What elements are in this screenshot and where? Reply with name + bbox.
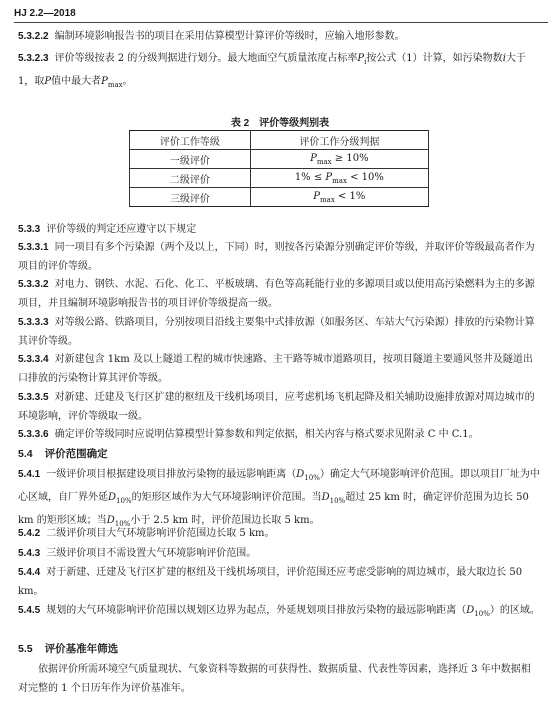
clause-5-4-5 [18, 601, 540, 624]
clause-5-3-3-2 [18, 275, 540, 313]
clause-text: 对等级公路、铁路项目，分别按项目沿线主要集中式排放源（如服务区、车站大气污染源）排放的污染物计算其评价等级。 [18, 317, 535, 347]
symbol-sub: 10% [474, 610, 490, 618]
clause-text: 小于 2.5 km 时，评价范围边长取 5 km。 [130, 515, 320, 526]
section-title: 评价范围确定 [44, 448, 108, 460]
clause-number: 5.3.2.2 [18, 31, 49, 42]
symbol-p: P [44, 76, 52, 87]
clause-number: 5.3.3.5 [18, 392, 49, 403]
symbol-sub: 10% [304, 474, 320, 482]
clause-text: 超过 25 km 时，确定评价范围为边长 50 km 的矩形区域；当 [18, 492, 529, 526]
table-header-cell: 评价工作分级判据 [250, 131, 428, 150]
clause-text: 的矩形区域作为大气环境影响评价范围。当 [131, 492, 322, 503]
table-cell-grade: 一级评价 [130, 150, 251, 169]
symbol-pmax: P [325, 171, 333, 183]
clause-text: 对于新建、迁建及飞行区扩建的枢纽及干线机场项目，评价范围还应考虑受影响的周边城市，最大取边长 50 km。 [18, 567, 523, 597]
symbol-sub: max [320, 195, 335, 204]
symbol-sub: 10% [329, 497, 346, 505]
clause-text: ）确定大气环境影响评价范围。即以项目厂址为中心区域，自厂界外延 [18, 469, 540, 503]
clause-text: 大于 1，取 [18, 53, 526, 87]
symbol-sub: 10% [114, 520, 131, 528]
section-number: 5.5 [18, 643, 33, 655]
clause-number: 5.4.2 [18, 528, 41, 539]
clause-text: 对新建包含 1km 及以上隧道工程的城市快速路、主干路等城市道路项目，按项目隧道主要通风竖井及隧道出口排放的污染物计算其评价等级。 [18, 354, 533, 384]
table-row [130, 150, 429, 169]
symbol-d: D [108, 492, 117, 503]
table-cell-criterion [250, 169, 428, 188]
table-cell-criterion [250, 188, 428, 207]
clause-5-3-3-5 [18, 388, 540, 426]
symbol-sub: max [316, 157, 332, 166]
clause-number: 5.3.3.3 [18, 317, 49, 328]
table-row [130, 188, 429, 207]
clause-5-4-4 [18, 563, 540, 601]
clause-5-4-3 [18, 544, 540, 563]
clause-text: 评价等级的判定还应遵守以下规定 [46, 224, 197, 235]
table-cell-criterion [250, 150, 428, 169]
clause-5-3-3-4 [18, 350, 540, 388]
document-header: HJ 2.2—2018 [14, 8, 76, 19]
symbol-p: P [357, 53, 365, 64]
section-5-5-heading [18, 640, 540, 659]
clause-number: 5.4.1 [18, 469, 41, 480]
symbol-pmax: P [313, 190, 321, 202]
clause-number: 5.3.3.4 [18, 354, 49, 365]
table-header-cell: 评价工作等级 [130, 131, 251, 150]
symbol-d: D [106, 515, 115, 526]
criterion-text: 1% ≤ [294, 171, 326, 183]
symbol-sub: i [364, 58, 367, 66]
clause-5-3-3-3 [18, 313, 540, 351]
symbol-d: D [321, 492, 330, 503]
section-number: 5.4 [18, 448, 33, 460]
section-5-4-heading [18, 445, 540, 464]
header-rule [14, 22, 548, 23]
clause-text: 对电力、钢铁、水泥、石化、化工、平板玻璃、有色等高耗能行业的多源项目或以使用高污染燃料为主的多源项目，并且编制环境影响报告书的项目评价等级提高一级。 [18, 279, 535, 309]
clause-text: 编制环境影响报告书的项目在采用估算模型计算评价等级时，应输入地形参数。 [54, 31, 405, 42]
clause-5-3-2-3 [18, 49, 540, 95]
table-header-row [130, 131, 429, 150]
section-title: 评价基准年筛选 [44, 643, 119, 655]
clause-5-3-3 [18, 220, 540, 239]
clause-number: 5.3.3.1 [18, 242, 49, 253]
symbol-d: D [296, 469, 305, 480]
clause-number: 5.4.4 [18, 567, 41, 578]
table-row [130, 169, 429, 188]
table-caption: 表 2 评价等级判别表 [230, 118, 330, 129]
criterion-text: < 1% [334, 190, 366, 202]
clause-5-3-3-6 [18, 425, 540, 444]
clause-number: 5.4.5 [18, 605, 41, 616]
grade-table [129, 130, 429, 207]
symbol-sub: max [332, 176, 347, 185]
clause-text: 同一项目有多个污染源（两个及以上，下同）时，则按各污染源分别确定评价等级，并取评价等级最高者作为项目的评价等级。 [18, 242, 535, 272]
table-cell-grade: 二级评价 [130, 169, 251, 188]
symbol-sub: 10% [116, 497, 132, 505]
clause-number: 5.3.3.2 [18, 279, 49, 290]
clause-text: 规划的大气环境影响评价范围以规划区边界为起点，外延规划项目排放污染物的最远影响距离（ [46, 605, 467, 616]
clause-5-4-2 [18, 524, 540, 543]
clause-text: 确定评价等级同时应说明估算模型计算参数和判定依据，相关内容与格式要求见附录 C 中 C.1。 [54, 429, 479, 440]
clause-number: 5.3.2.3 [18, 53, 49, 64]
symbol-sub: max [107, 81, 123, 89]
criterion-text: ≥ 10% [331, 152, 369, 164]
symbol-pmax: P [101, 76, 108, 87]
clause-text: 一级评价项目根据建设项目排放污染物的最远影响距离（ [46, 469, 297, 480]
clause-text: 。 [122, 76, 133, 87]
criterion-text: < 10% [346, 171, 384, 183]
clause-text: 评价等级按表 2 的分级判据进行划分。最大地面空气质量浓度占标率 [54, 53, 358, 64]
clause-text: ）的区域。 [489, 605, 540, 616]
clause-5-3-2-2 [18, 27, 540, 46]
clause-text: 按公式（1）计算，如污染物数 [366, 53, 503, 64]
clause-text: 值中最大者 [51, 76, 102, 87]
table-cell-grade: 三级评价 [130, 188, 251, 207]
clause-number: 5.4.3 [18, 548, 41, 559]
clause-5-3-3-1 [18, 238, 540, 276]
clause-text: 三级评价项目不需设置大气环境影响评价范围。 [46, 548, 257, 559]
symbol-i: i [502, 53, 506, 64]
clause-text: 对新建、迁建及飞行区扩建的枢纽及干线机场项目，应考虑机场飞机起降及相关辅助设施排放源对周边城市的环境影响，评价等级取一级。 [18, 392, 535, 422]
symbol-pmax: P [310, 152, 317, 164]
clause-number: 5.3.3 [18, 224, 41, 235]
section-5-5-paragraph: 依据评价所需环境空气质量现状、气象资料等数据的可获得性、数据质量、代表性等因素，选择近 3 年中数据相对完整的 1 个日历年作为评价基准年。 [18, 664, 531, 694]
clause-text: 二级评价项目大气环境影响评价范围边长取 5 km。 [46, 528, 275, 539]
symbol-d: D [466, 605, 475, 616]
clause-number: 5.3.3.6 [18, 429, 49, 440]
